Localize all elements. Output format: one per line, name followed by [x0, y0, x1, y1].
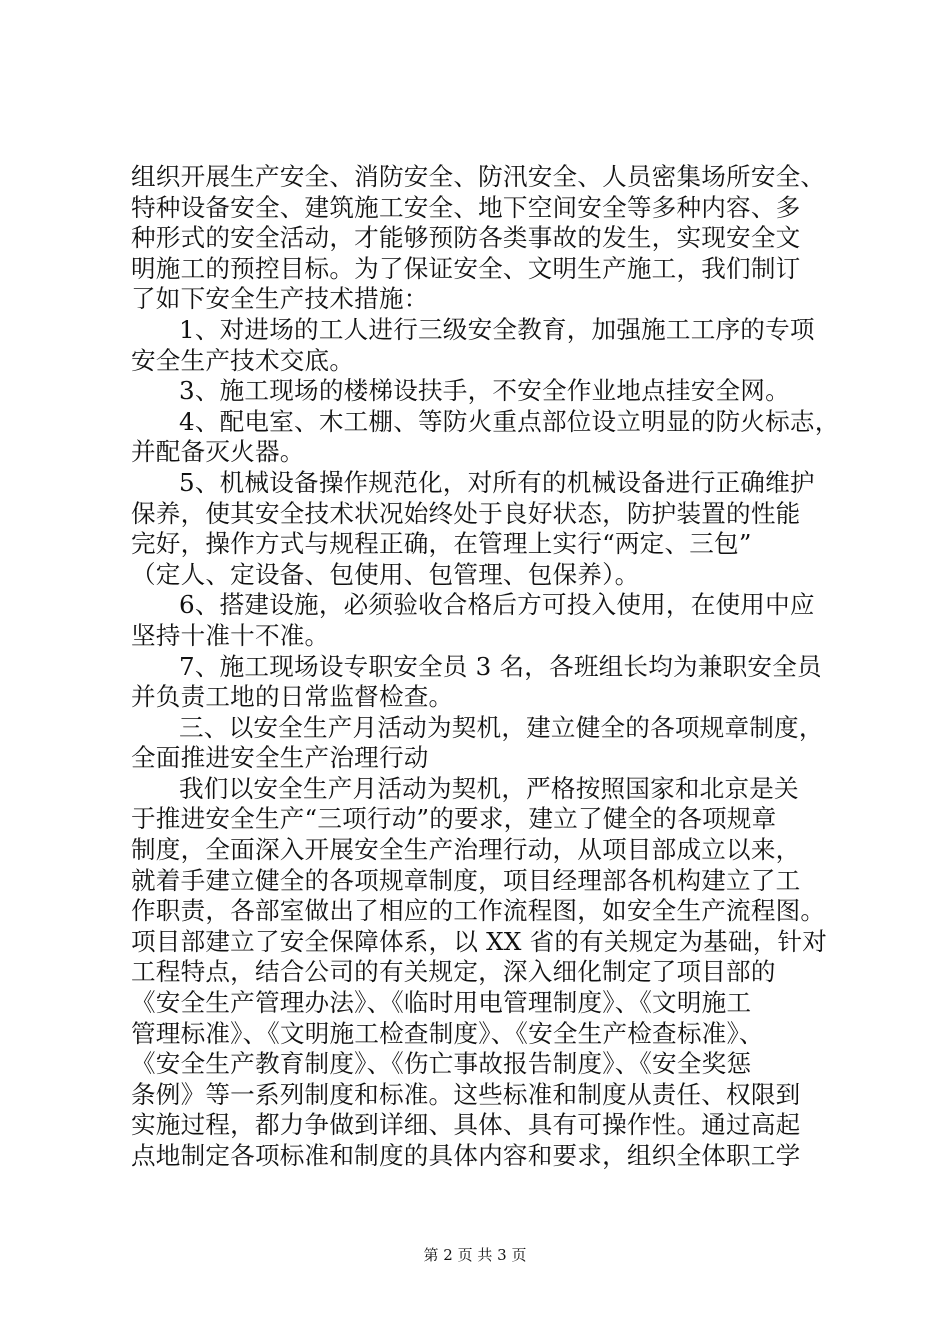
- text-line: 5、机械设备操作规范化，对所有的机械设备进行正确维护: [179, 467, 815, 497]
- text-line: 了如下安全生产技术措施：: [131, 284, 429, 314]
- text-line: 坚持十准十不准。: [131, 620, 330, 650]
- text-line: 项目部建立了安全保障体系，以 XX 省的有关规定为基础，针对: [131, 926, 828, 956]
- text-line: 制度，全面深入开展安全生产治理行动，从项目部成立以来，: [131, 835, 801, 865]
- text-line: 《安全生产管理办法》、《临时用电管理制度》、《文明施工: [131, 988, 752, 1018]
- section-heading: 三、以安全生产月活动为契机，建立健全的各项规章制度，: [179, 712, 824, 742]
- text-line: 管理标准》、《文明施工检查制度》、《安全生产检查标准》、: [131, 1018, 764, 1048]
- text-line: 6、搭建设施，必须验收合格后方可投入使用，在使用中应: [179, 590, 815, 620]
- document-body: [131, 162, 840, 1172]
- text-line: （定人、定设备、包使用、包管理、包保养）。: [131, 559, 640, 589]
- text-line: 就着手建立健全的各项规章制度，项目经理部各机构建立了工: [131, 865, 801, 895]
- text-line: 种形式的安全活动，才能够预防各类事故的发生，实现安全文: [131, 223, 801, 253]
- text-line: 3、施工现场的楼梯设扶手，不安全作业地点挂安全网。: [179, 376, 790, 406]
- text-line: 完好，操作方式与规程正确，在管理上实行“两定、三包”: [131, 529, 752, 559]
- text-line: 明施工的预控目标。为了保证安全、文明生产施工，我们制订: [131, 253, 801, 283]
- text-line: 1、对进场的工人进行三级安全教育，加强施工工序的专项: [179, 314, 815, 344]
- text-line: 于推进安全生产“三项行动”的要求，建立了健全的各项规章: [131, 804, 777, 834]
- text-line: 特种设备安全、建筑施工安全、地下空间安全等多种内容、多: [131, 192, 801, 222]
- text-line: 作职责，各部室做出了相应的工作流程图，如安全生产流程图。: [131, 896, 826, 926]
- page-number-footer: 第 2 页 共 3 页: [423, 1246, 527, 1264]
- text-line: 实施过程，都力争做到详细、具体、具有可操作性。通过高起: [131, 1110, 801, 1140]
- text-line: 安全生产技术交底。: [131, 345, 355, 375]
- text-line: 组织开展生产安全、消防安全、防汛安全、人员密集场所安全、: [131, 162, 826, 191]
- text-line: 点地制定各项标准和制度的具体内容和要求，组织全体职工学: [131, 1141, 801, 1170]
- section-heading: 全面推进安全生产治理行动: [131, 743, 429, 773]
- text-line: 条例》等一系列制度和标准。这些标准和制度从责任、权限到: [131, 1079, 801, 1109]
- text-line: 我们以安全生产月活动为契机，严格按照国家和北京是关: [179, 773, 799, 803]
- text-line: 《安全生产教育制度》、《伤亡事故报告制度》、《安全奖惩: [131, 1049, 752, 1079]
- text-line: 工程特点，结合公司的有关规定，深入细化制定了项目部的: [131, 957, 776, 987]
- text-line: 4、配电室、木工棚、等防火重点部位设立明显的防火标志，: [179, 406, 840, 436]
- text-line: 保养，使其安全技术状况始终处于良好状态，防护装置的性能: [131, 498, 801, 528]
- text-line: 7、施工现场设专职安全员 3 名，各班组长均为兼职安全员: [179, 651, 822, 681]
- text-line: 并负责工地的日常监督检查。: [131, 682, 454, 712]
- text-line: 并配备灭火器。: [131, 437, 305, 467]
